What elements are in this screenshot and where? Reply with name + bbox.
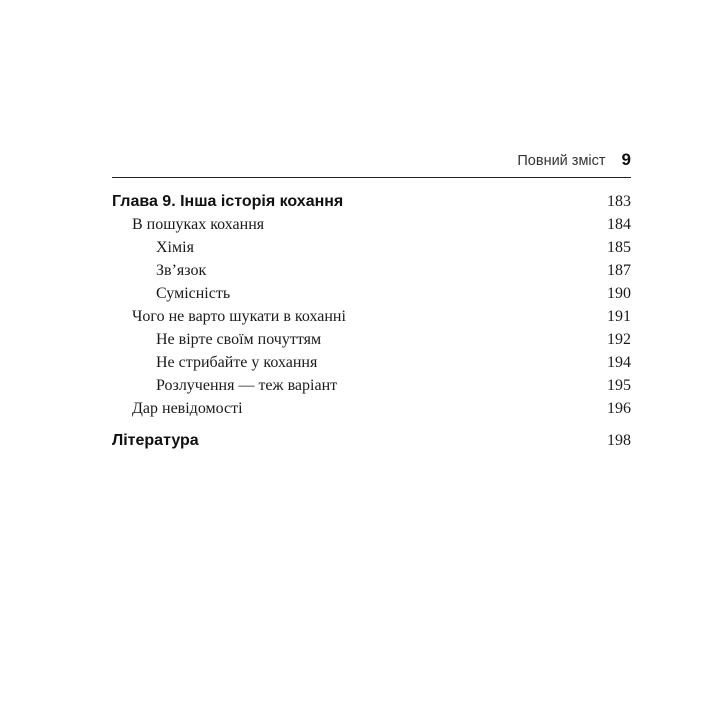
toc-entry-title: Глава 9. Інша історія кохання xyxy=(112,193,344,210)
toc-entry-title: Хімія xyxy=(156,239,194,256)
toc-entry-title: Сумісність xyxy=(156,285,231,302)
toc-subsection-entry xyxy=(112,331,631,349)
toc-section-entry xyxy=(112,216,631,234)
toc-entry-title: Література xyxy=(112,432,199,449)
toc-entry-page: 194 xyxy=(607,354,631,371)
toc-entry-page: 196 xyxy=(607,400,631,417)
toc-subsection-entry xyxy=(112,262,631,280)
toc-entry-page: 195 xyxy=(607,377,631,394)
toc-entry-page: 191 xyxy=(607,308,631,325)
toc-chapter-entry xyxy=(112,193,631,211)
toc-entry-title: Розлучення — теж варіант xyxy=(156,377,338,394)
toc-entry-title: В пошуках кохання xyxy=(132,216,265,233)
toc-entry-title: Чого не варто шукати в коханні xyxy=(132,308,346,325)
toc-entry-title: Дар невідомості xyxy=(132,400,243,417)
toc-entry-page: 183 xyxy=(607,193,631,210)
toc-subsection-entry xyxy=(112,377,631,395)
toc-entry-title: Зв’язок xyxy=(156,262,207,279)
page-number: 9 xyxy=(621,150,631,169)
toc-entry-page: 192 xyxy=(607,331,631,348)
toc-subsection-entry xyxy=(112,239,631,257)
toc-entry-title: Не вірте своїм почуттям xyxy=(156,331,322,348)
running-head-title: Повний зміст xyxy=(517,153,606,169)
toc-literature-entry xyxy=(112,432,631,450)
toc-entry-page: 198 xyxy=(607,432,631,449)
toc-section-entry xyxy=(112,400,631,418)
toc-section-entry xyxy=(112,308,631,326)
toc-subsection-entry xyxy=(112,285,631,303)
toc-subsection-entry xyxy=(112,354,631,372)
toc-entry-page: 190 xyxy=(607,285,631,302)
toc-entry-page: 187 xyxy=(607,262,631,279)
running-head xyxy=(112,150,631,174)
toc-entry-page: 184 xyxy=(607,216,631,233)
toc-entry-title: Не стрибайте у кохання xyxy=(156,354,318,371)
toc-entry-page: 185 xyxy=(607,239,631,256)
header-rule xyxy=(112,177,631,178)
